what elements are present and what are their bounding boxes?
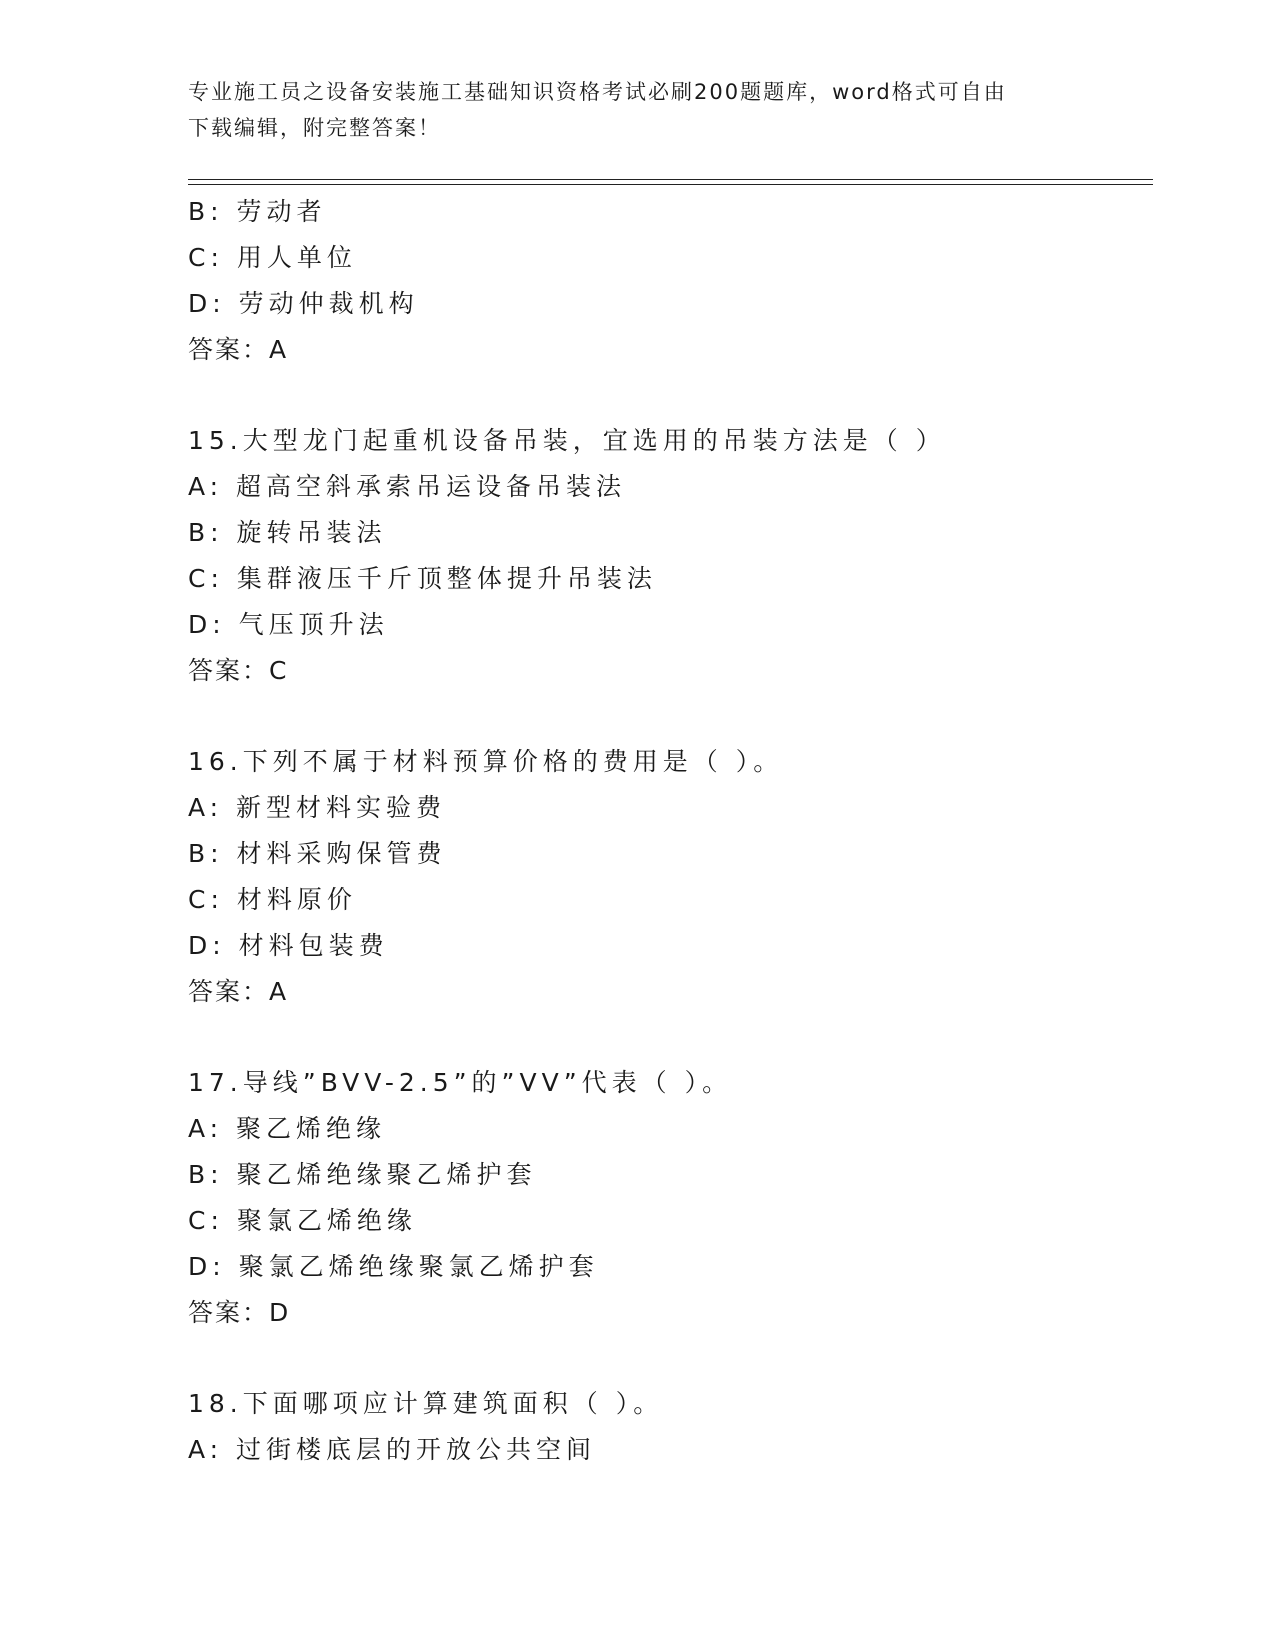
header-divider-bottom (188, 184, 1153, 185)
answer-line: 答案：D (188, 1298, 291, 1327)
answer-line: 答案：A (188, 977, 289, 1006)
document-header (188, 74, 1088, 146)
option-d: D: 材料包装费 (188, 931, 389, 960)
option-d: D: 气压顶升法 (188, 610, 389, 639)
question-15 (188, 418, 1148, 694)
question-16 (188, 739, 1148, 1015)
question-stem: 15.大型龙门起重机设备吊装，宜选用的吊装方法是（ ） (188, 426, 946, 455)
option-a: A: 过街楼底层的开放公共空间 (188, 1435, 597, 1464)
header-line-1: 专业施工员之设备安装施工基础知识资格考试必刷200题题库，word格式可自由 (188, 80, 1007, 104)
option-b: B: 材料采购保管费 (188, 839, 447, 868)
option-a: A: 超高空斜承索吊运设备吊装法 (188, 472, 627, 501)
option-a: A: 新型材料实验费 (188, 793, 447, 822)
question-stem: 18.下面哪项应计算建筑面积（ ）。 (188, 1389, 664, 1418)
answer-line: 答案：C (188, 656, 289, 685)
question-17 (188, 1060, 1148, 1336)
option-c: C: 集群液压千斤顶整体提升吊装法 (188, 564, 657, 593)
option-d: D: 劳动仲裁机构 (188, 289, 419, 318)
option-b: B: 聚乙烯绝缘聚乙烯护套 (188, 1160, 537, 1189)
question-stem: 16.下列不属于材料预算价格的费用是（ ）。 (188, 747, 784, 776)
option-b: B: 劳动者 (188, 197, 327, 226)
question-stem: 17.导线”BVV-2.5”的”VV”代表（ ）。 (188, 1068, 733, 1097)
question-18 (188, 1381, 1148, 1473)
option-c: C: 材料原价 (188, 885, 357, 914)
header-divider-top (188, 179, 1153, 180)
header-line-2: 下载编辑，附完整答案！ (188, 116, 441, 140)
option-c: C: 聚氯乙烯绝缘 (188, 1206, 417, 1235)
option-d: D: 聚氯乙烯绝缘聚氯乙烯护套 (188, 1252, 599, 1281)
answer-line: 答案：A (188, 335, 289, 364)
option-c: C: 用人单位 (188, 243, 357, 272)
question-list (188, 189, 1148, 1473)
question-14-continued (188, 189, 1148, 373)
option-a: A: 聚乙烯绝缘 (188, 1114, 387, 1143)
option-b: B: 旋转吊装法 (188, 518, 387, 547)
